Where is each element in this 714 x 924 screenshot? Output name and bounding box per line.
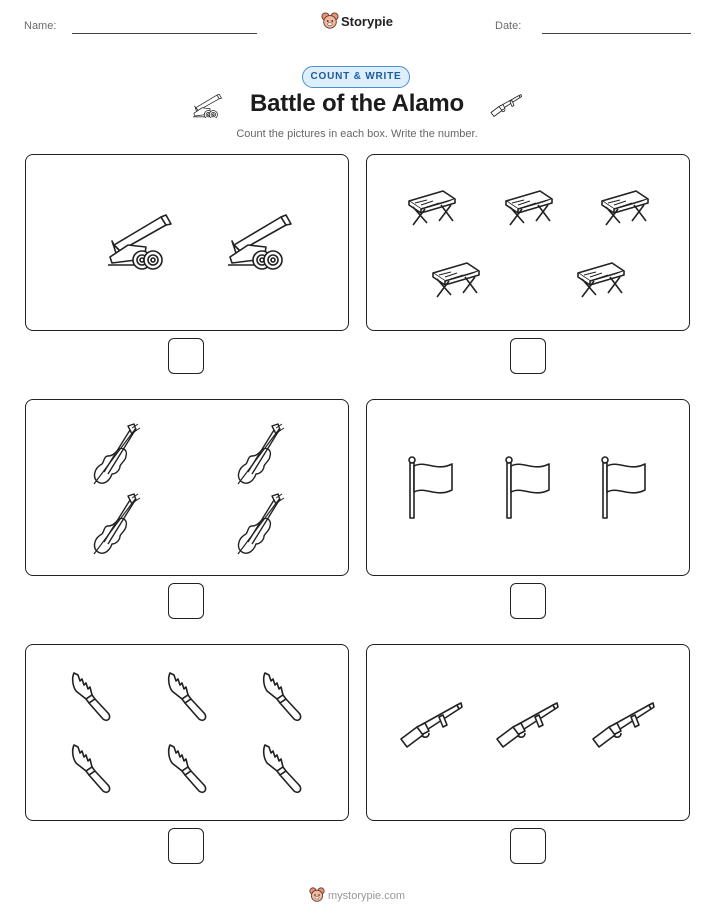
violin-icon xyxy=(94,494,140,554)
answer-box-2[interactable] xyxy=(510,338,546,374)
knife-icon xyxy=(73,673,110,720)
answer-box-6[interactable] xyxy=(510,828,546,864)
violin-icon xyxy=(94,424,140,484)
date-line[interactable] xyxy=(542,33,691,34)
knife-icon xyxy=(169,745,206,792)
count-box-3 xyxy=(25,399,349,576)
answer-box-4[interactable] xyxy=(510,583,546,619)
flag-icon xyxy=(602,457,645,518)
brand-name: Storypie xyxy=(340,14,393,29)
violin-icon xyxy=(238,494,284,554)
instructions: Count the pictures in each box. Write the number. xyxy=(236,128,478,140)
footer xyxy=(0,887,714,903)
storypie-bear-icon xyxy=(309,887,325,903)
rifle-icon xyxy=(490,93,522,119)
rifle-icon xyxy=(497,703,558,747)
cot-icon xyxy=(433,263,479,297)
answer-box-3[interactable] xyxy=(168,583,204,619)
count-box-5 xyxy=(25,644,349,821)
cannon-icon xyxy=(228,215,291,269)
storypie-bear-icon xyxy=(321,12,339,30)
name-line[interactable] xyxy=(72,33,257,34)
count-box-6 xyxy=(366,644,690,821)
count-box-1 xyxy=(25,154,349,331)
count-box-4 xyxy=(366,399,690,576)
name-label: Name: xyxy=(24,20,57,32)
knife-icon xyxy=(169,673,206,720)
cannon-icon xyxy=(108,215,171,269)
rifle-icon xyxy=(593,703,654,747)
answer-box-5[interactable] xyxy=(168,828,204,864)
rifle-icon xyxy=(401,703,462,747)
footer-url[interactable]: mystorypie.com xyxy=(327,890,406,902)
knife-icon xyxy=(73,745,110,792)
answer-box-1[interactable] xyxy=(168,338,204,374)
knife-icon xyxy=(264,673,301,720)
cot-icon xyxy=(602,191,648,225)
brand-logo xyxy=(0,12,714,30)
knife-icon xyxy=(264,745,301,792)
cot-icon xyxy=(506,191,552,225)
violin-icon xyxy=(238,424,284,484)
date-label: Date: xyxy=(495,20,522,32)
cot-icon xyxy=(409,191,455,225)
count-box-2 xyxy=(366,154,690,331)
cot-icon xyxy=(578,263,624,297)
flag-icon xyxy=(506,457,549,518)
flag-icon xyxy=(409,457,452,518)
page-title: Battle of the Alamo xyxy=(250,90,464,117)
activity-badge: COUNT & WRITE xyxy=(302,66,410,88)
